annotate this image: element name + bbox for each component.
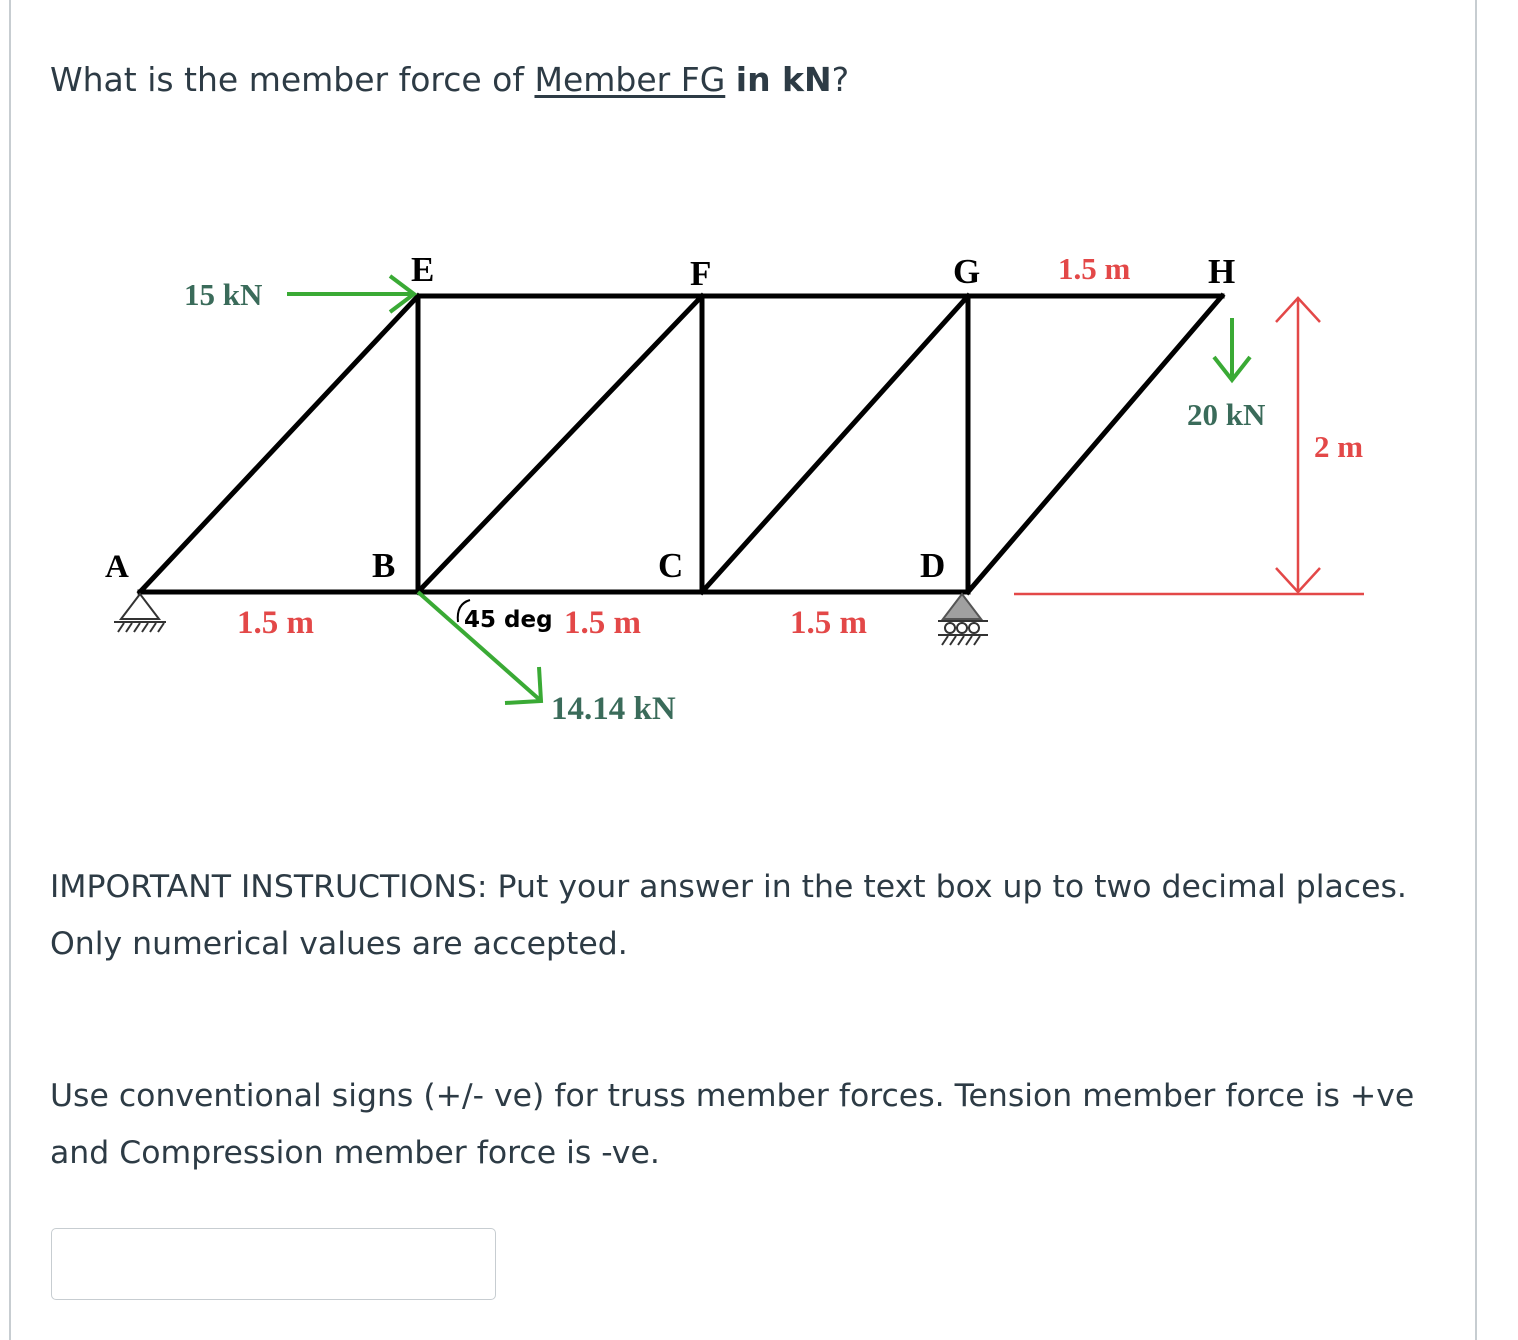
load-20kN-arrow	[1214, 318, 1250, 380]
question-text: What is the member force of Member FG in kN?	[50, 60, 850, 99]
node-C: C	[658, 546, 684, 585]
important-instructions: IMPORTANT INSTRUCTIONS: Put your answer in the text box up to two decimal places. Only numerical values are accepted.	[50, 869, 1407, 962]
height-dimension	[1014, 298, 1364, 594]
dim-AB: 1.5 m	[237, 605, 314, 641]
node-D: D	[920, 546, 946, 585]
load-labels	[184, 277, 1265, 727]
sign-convention-instructions: Use conventional signs (+/- ve) for truss member forces. Tension member force is +ve and Compression member force is -ve.	[50, 1078, 1415, 1171]
node-E: E	[411, 250, 435, 289]
dim-BC: 1.5 m	[564, 605, 641, 641]
node-F: F	[690, 254, 712, 293]
member-DH	[968, 296, 1222, 592]
support-A	[114, 594, 166, 632]
node-labels	[105, 250, 1235, 585]
support-D	[938, 594, 988, 645]
node-H: H	[1208, 252, 1236, 291]
answer-input[interactable]	[51, 1228, 496, 1300]
dim-CD: 1.5 m	[790, 605, 867, 641]
member-label: Member FG	[534, 60, 726, 99]
unit-label: in kN	[735, 60, 832, 99]
load-15kN-arrow	[287, 276, 414, 312]
load-20kN-label: 20 kN	[1187, 397, 1266, 432]
node-B: B	[372, 546, 396, 585]
load-15kN-label: 15 kN	[184, 277, 263, 312]
load-14kN-label: 14.14 kN	[551, 691, 676, 727]
truss-diagram	[0, 230, 1518, 730]
angle-label: 45 deg	[464, 607, 553, 633]
node-A: A	[105, 549, 129, 585]
dim-height: 2 m	[1314, 429, 1364, 464]
node-G: G	[953, 252, 981, 291]
dim-GH: 1.5 m	[1058, 251, 1131, 286]
